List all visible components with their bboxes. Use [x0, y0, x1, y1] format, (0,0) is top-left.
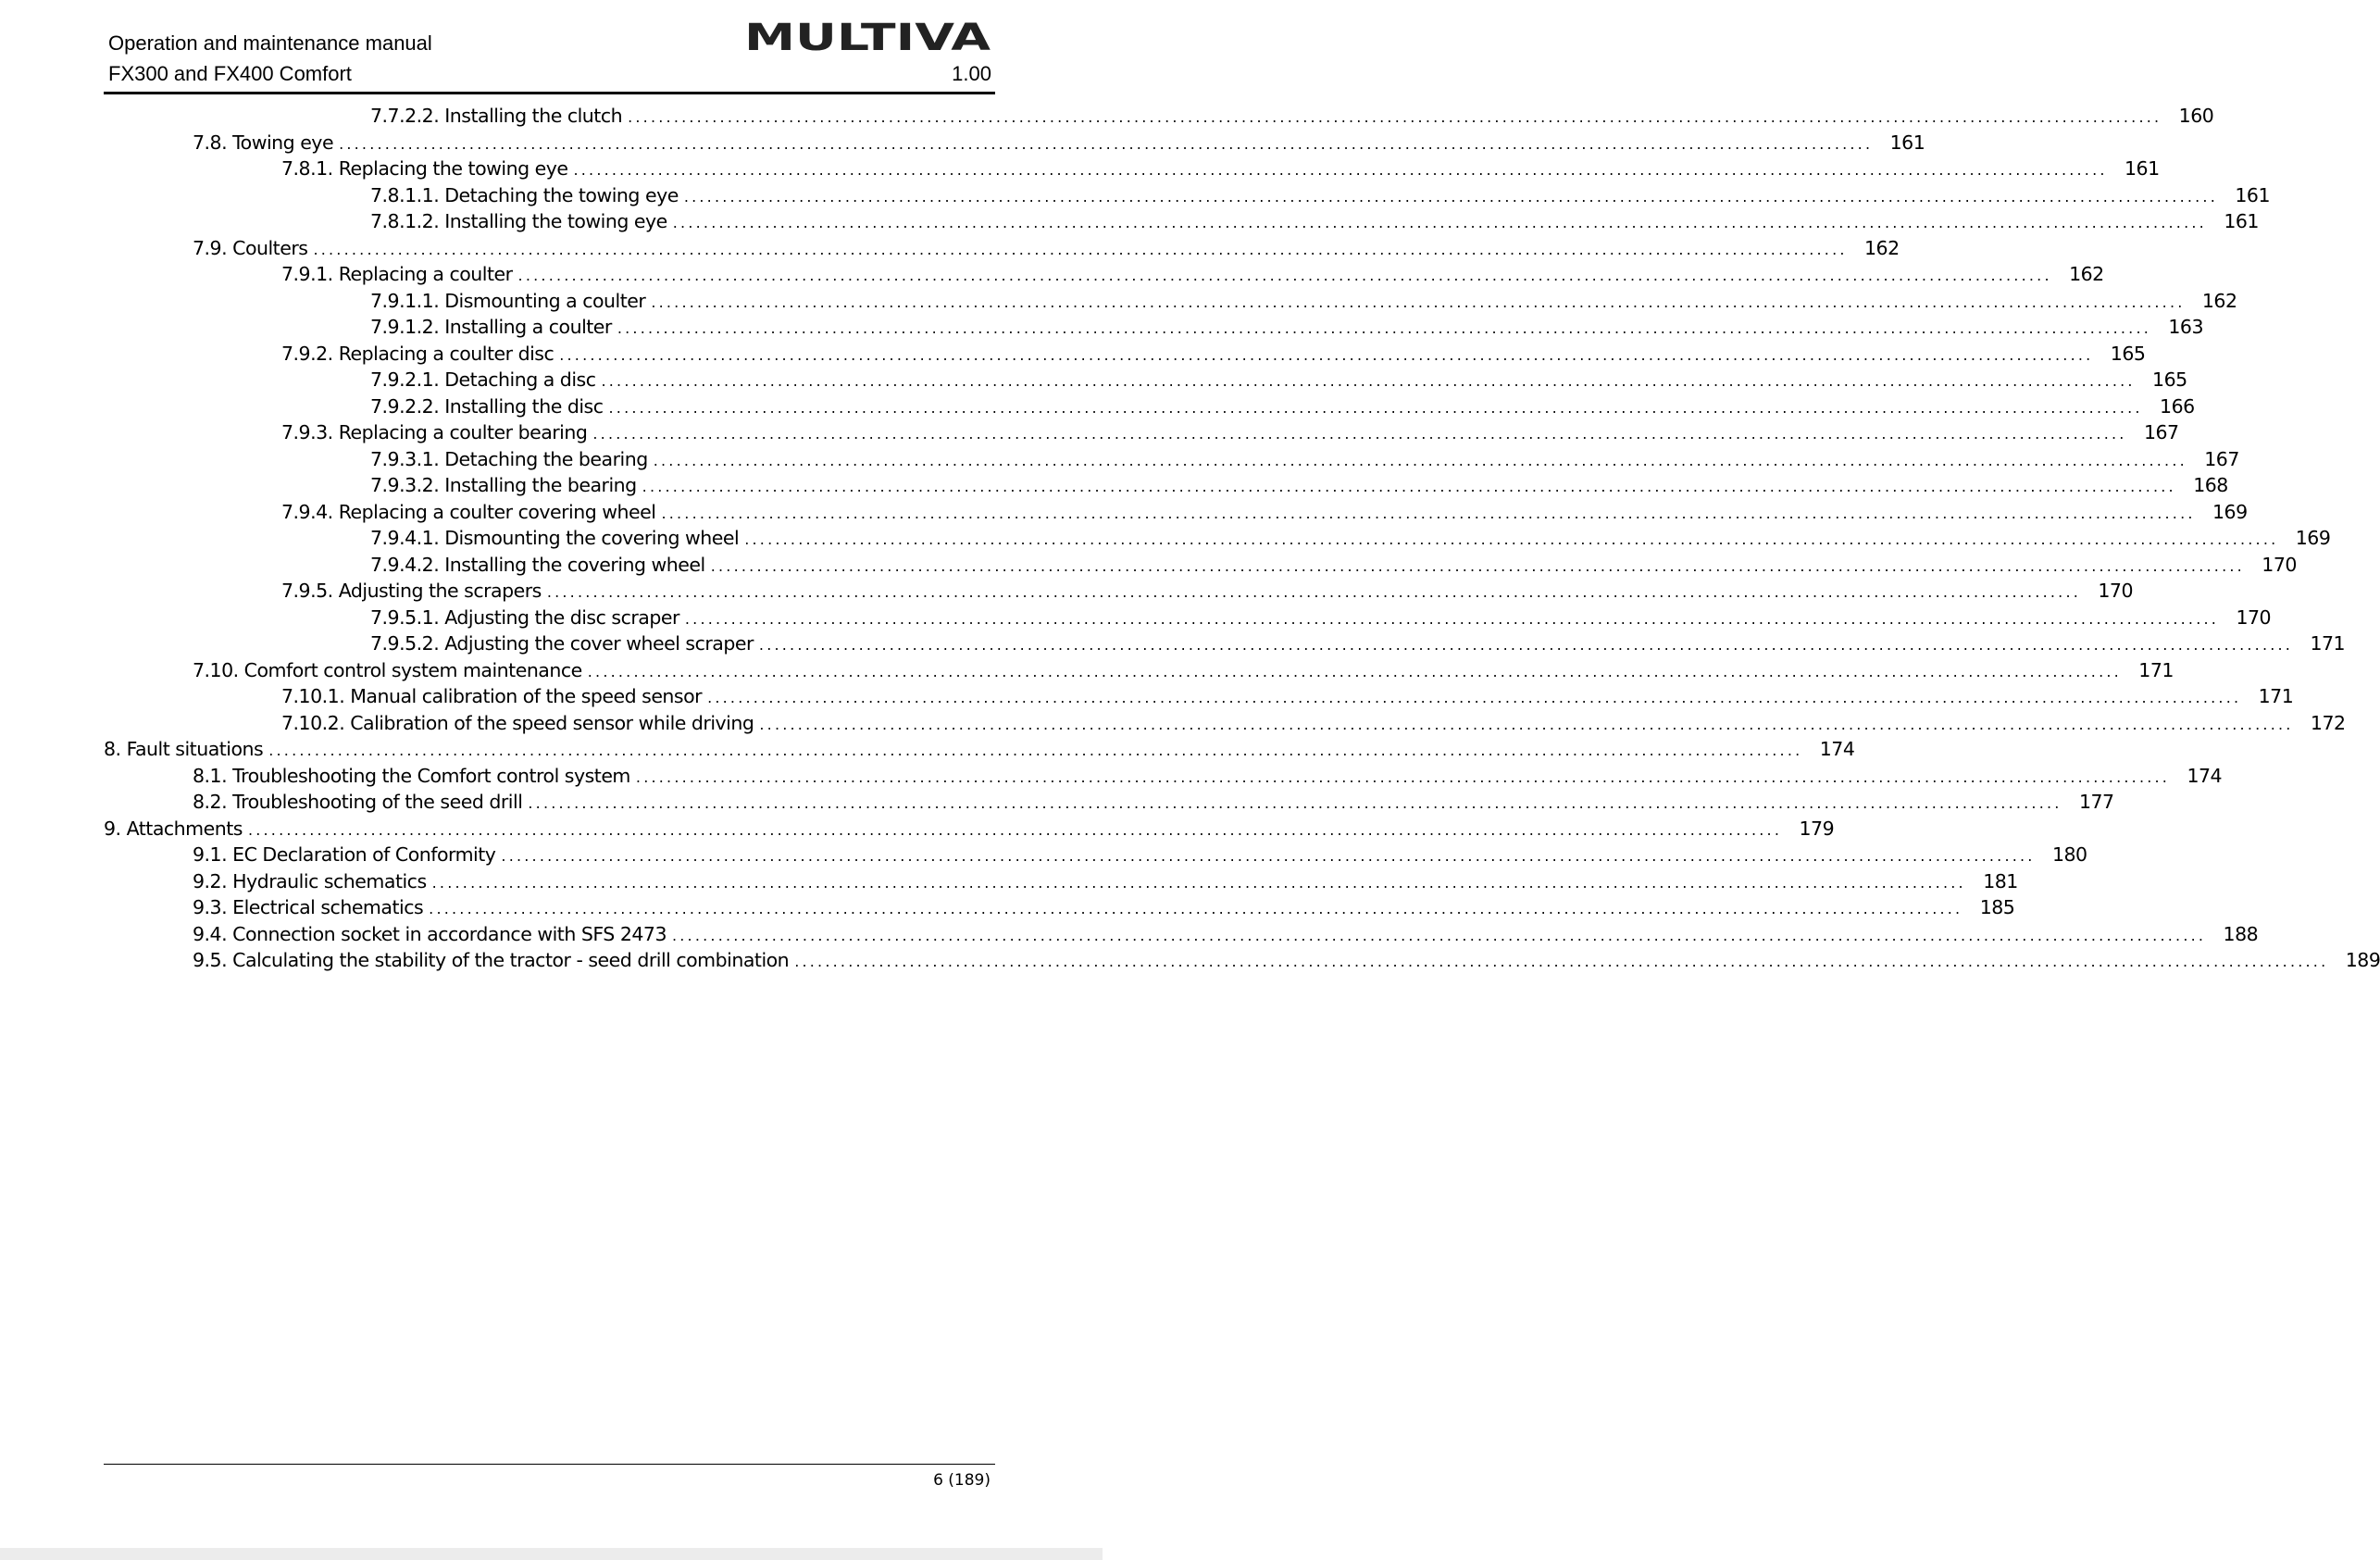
toc-dot-leader: ........................................................................................................................................................................................................: [672, 214, 2207, 231]
logo-text: MULTIVA: [744, 17, 991, 59]
toc-entry-label: 7.9.4. Replacing a coulter covering wheel: [281, 500, 656, 523]
toc-entry[interactable]: [104, 157, 2160, 184]
toc-entry[interactable]: [104, 210, 2259, 237]
toc-dot-leader: ........................................................................................................................................................................................................: [247, 820, 1783, 839]
toc-entry-page: 162: [2069, 263, 2104, 285]
toc-entry[interactable]: [104, 922, 2259, 950]
toc-entry-label: 8.2. Troubleshooting of the seed drill: [193, 791, 523, 813]
toc-entry-label: 7.7.2.2. Installing the clutch: [370, 105, 623, 127]
document-version: 1.00: [952, 62, 991, 85]
toc-entry-page: 169: [2212, 500, 2248, 523]
toc-dot-leader: ........................................................................................................................................................................................................: [710, 556, 2245, 575]
toc-entry-page: 169: [2295, 527, 2331, 549]
toc-entry-page: 167: [2143, 421, 2179, 443]
toc-entry[interactable]: [104, 316, 2204, 343]
toc-entry-label: 7.9.1.1. Dismounting a coulter: [370, 289, 646, 312]
multiva-logo: [744, 17, 991, 59]
toc-dot-leader: ........................................................................................................................................................................................................: [501, 847, 2036, 865]
toc-entry-page: 161: [2235, 183, 2270, 206]
toc-dot-leader: ........................................................................................................................................................................................................: [608, 398, 2143, 417]
toc-entry-label: 8. Fault situations: [104, 738, 264, 760]
manual-subtitle: FX300 and FX400 Comfort: [108, 62, 352, 85]
toc-entry-label: 7.10.2. Calibration of the speed sensor while driving: [281, 711, 754, 734]
toc-entry[interactable]: [104, 105, 2214, 131]
toc-entry-label: 7.9.4.1. Dismounting the covering wheel: [370, 527, 740, 549]
toc-entry-label: 7.9. Coulters: [193, 236, 308, 259]
toc-dot-leader: ........................................................................................................................................................................................................: [268, 742, 1803, 759]
toc-entry-page: 170: [2098, 580, 2134, 602]
toc-entry-page: 172: [2310, 711, 2346, 734]
toc-entry[interactable]: [104, 711, 2346, 739]
toc-dot-leader: ........................................................................................................................................................................................................: [339, 134, 1874, 153]
toc-entry-label: 7.9.4.2. Installing the covering wheel: [370, 553, 705, 576]
toc-entry[interactable]: [104, 394, 2195, 422]
toc-entry-label: 8.1. Troubleshooting the Comfort control system: [193, 764, 630, 787]
toc-entry-page: 171: [2138, 658, 2174, 681]
toc-entry-label: 7.9.3.2. Installing the bearing: [370, 474, 637, 496]
toc-entry[interactable]: [104, 869, 2018, 897]
toc-entry-page: 160: [2178, 105, 2214, 127]
header-divider: [104, 92, 995, 94]
toc-entry-page: 189: [2345, 949, 2380, 971]
toc-entry-label: 9.4. Connection socket in accordance with SFS 2473: [193, 922, 667, 945]
toc-entry-page: 167: [2204, 447, 2239, 470]
toc-entry-label: 7.9.1.2. Installing a coulter: [370, 316, 612, 338]
toc-entry[interactable]: [104, 527, 2331, 554]
toc-entry-page: 170: [2236, 605, 2272, 629]
toc-entry-page: 161: [1889, 131, 1925, 154]
toc-entry[interactable]: [104, 447, 2239, 475]
toc-dot-leader: ........................................................................................................................................................................................................: [528, 794, 2062, 812]
toc-entry[interactable]: [104, 817, 1835, 844]
toc-entry-label: 9.5. Calculating the stability of the tractor - seed drill combination: [193, 949, 790, 971]
toc-dot-leader: ........................................................................................................................................................................................................: [744, 530, 2279, 548]
toc-entry[interactable]: [104, 580, 2134, 606]
toc-entry-label: 7.8.1.1. Detaching the towing eye: [370, 183, 679, 206]
toc-entry[interactable]: [104, 896, 2015, 923]
toc-entry-label: 7.9.3.1. Detaching the bearing: [370, 447, 648, 470]
toc-entry-label: 7.8.1. Replacing the towing eye: [281, 157, 568, 180]
toc-entry-label: 9.3. Electrical schematics: [193, 896, 424, 918]
toc-entry[interactable]: [104, 632, 2346, 659]
toc-entry-label: 7.9.5.2. Adjusting the cover wheel scraper: [370, 632, 754, 655]
toc-dot-leader: ........................................................................................................................................................................................................: [671, 926, 2207, 944]
toc-entry-label: 9.2. Hydraulic schematics: [193, 869, 427, 892]
toc-entry[interactable]: [104, 474, 2228, 501]
toc-dot-leader: ........................................................................................................................................................................................................: [683, 187, 2218, 206]
toc-entry[interactable]: [104, 738, 1855, 765]
toc-entry-page: 161: [2125, 157, 2160, 180]
toc-entry[interactable]: [104, 289, 2237, 317]
toc-dot-leader: ........................................................................................................................................................................................................: [684, 609, 2220, 628]
toc-entry-page: 163: [2168, 316, 2204, 338]
toc-entry[interactable]: [104, 236, 1900, 264]
toc-dot-leader: ........................................................................................................................................................................................................: [758, 636, 2294, 654]
toc-entry-label: 9. Attachments: [104, 817, 243, 840]
page-bottom-edge: [0, 1548, 1103, 1560]
toc-entry-label: 7.8. Towing eye: [193, 131, 334, 154]
toc-entry[interactable]: [104, 685, 2294, 712]
toc-dot-leader: ........................................................................................................................................................................................................: [617, 319, 2152, 337]
toc-entry[interactable]: [104, 605, 2272, 633]
toc-dot-leader: ........................................................................................................................................................................................................: [573, 161, 2108, 179]
toc-entry-label: 9.1. EC Declaration of Conformity: [193, 843, 496, 866]
toc-dot-leader: ........................................................................................................................................................................................................: [601, 372, 2136, 390]
toc-dot-leader: ........................................................................................................................................................................................................: [759, 715, 2294, 733]
toc-entry[interactable]: [104, 131, 1925, 158]
toc-entry-label: 7.10. Comfort control system maintenance: [193, 658, 582, 681]
toc-dot-leader: ........................................................................................................................................................................................................: [635, 768, 2171, 786]
toc-entry-page: 165: [2152, 368, 2187, 391]
toc-dot-leader: ........................................................................................................................................................................................................: [546, 583, 2082, 601]
toc-dot-leader: ........................................................................................................................................................................................................: [517, 267, 2052, 284]
toc-entry[interactable]: [104, 949, 2380, 976]
toc-entry[interactable]: [104, 764, 2223, 792]
footer-divider: [104, 1464, 995, 1465]
toc-entry-page: 177: [2078, 791, 2114, 813]
toc-entry-page: 179: [1799, 817, 1835, 840]
toc-entry-label: 7.9.5. Adjusting the scrapers: [281, 580, 542, 602]
toc-entry[interactable]: [104, 421, 2179, 448]
toc-entry[interactable]: [104, 368, 2187, 395]
toc-entry-page: 180: [2051, 843, 2087, 866]
toc-entry-page: 185: [1979, 896, 2015, 918]
toc-dot-leader: ........................................................................................................................................................................................................: [651, 293, 2186, 311]
toc-entry[interactable]: [104, 791, 2114, 817]
toc-entry-label: 7.8.1.2. Installing the towing eye: [370, 210, 667, 232]
toc-dot-leader: ........................................................................................................................................................................................................: [661, 504, 2196, 522]
toc-dot-leader: ........................................................................................................................................................................................................: [707, 689, 2242, 706]
toc-entry-page: 162: [1864, 236, 1900, 259]
toc-entry-label: 7.9.2.2. Installing the disc: [370, 394, 604, 418]
toc-entry-page: 166: [2160, 394, 2195, 418]
toc-entry[interactable]: [104, 658, 2174, 686]
toc-entry-page: 188: [2223, 922, 2259, 945]
toc-entry-label: 7.9.2.1. Detaching a disc: [370, 368, 596, 391]
toc-entry-page: 165: [2110, 342, 2146, 365]
toc-entry-page: 171: [2258, 685, 2294, 707]
manual-title: Operation and maintenance manual: [108, 31, 432, 55]
toc-entry-label: 7.9.1. Replacing a coulter: [281, 263, 513, 285]
toc-entry-page: 171: [2310, 632, 2346, 655]
toc-dot-leader: ........................................................................................................................................................................................................: [559, 345, 2094, 364]
toc-entry[interactable]: [104, 553, 2297, 580]
toc-entry-page: 174: [1819, 738, 1855, 760]
toc-entry-page: 174: [2187, 764, 2223, 787]
page-number: 6 (189): [933, 1471, 991, 1490]
toc-entry[interactable]: [104, 342, 2146, 369]
toc-dot-leader: ........................................................................................................................................................................................................: [653, 451, 2187, 469]
toc-entry-label: 7.9.3. Replacing a coulter bearing: [281, 421, 588, 443]
toc-entry-label: 7.9.2. Replacing a coulter disc: [281, 342, 555, 365]
toc-entry-page: 181: [1983, 869, 2018, 892]
toc-dot-leader: ........................................................................................................................................................................................................: [592, 425, 2127, 443]
toc-entry-label: 7.9.5.1. Adjusting the disc scraper: [370, 605, 679, 629]
toc-dot-leader: ........................................................................................................................................................................................................: [628, 108, 2162, 126]
table-of-contents: [104, 105, 2380, 976]
toc-entry-page: 162: [2201, 289, 2237, 312]
toc-entry-label: 7.10.1. Manual calibration of the speed sensor: [281, 685, 703, 707]
toc-entry-page: 168: [2193, 474, 2228, 496]
toc-entry[interactable]: [104, 843, 2087, 870]
toc-entry[interactable]: [104, 263, 2104, 290]
toc-dot-leader: ........................................................................................................................................................................................................: [313, 240, 1848, 258]
toc-entry[interactable]: [104, 500, 2248, 528]
toc-dot-leader: ........................................................................................................................................................................................................: [429, 900, 1963, 917]
toc-dot-leader: ........................................................................................................................................................................................................: [587, 662, 2122, 680]
toc-dot-leader: ........................................................................................................................................................................................................: [642, 478, 2176, 495]
toc-entry-page: 161: [2224, 210, 2259, 232]
toc-dot-leader: ........................................................................................................................................................................................................: [431, 873, 1966, 892]
toc-entry[interactable]: [104, 183, 2270, 211]
toc-dot-leader: ........................................................................................................................................................................................................: [794, 953, 2329, 970]
toc-entry-page: 170: [2262, 553, 2297, 576]
